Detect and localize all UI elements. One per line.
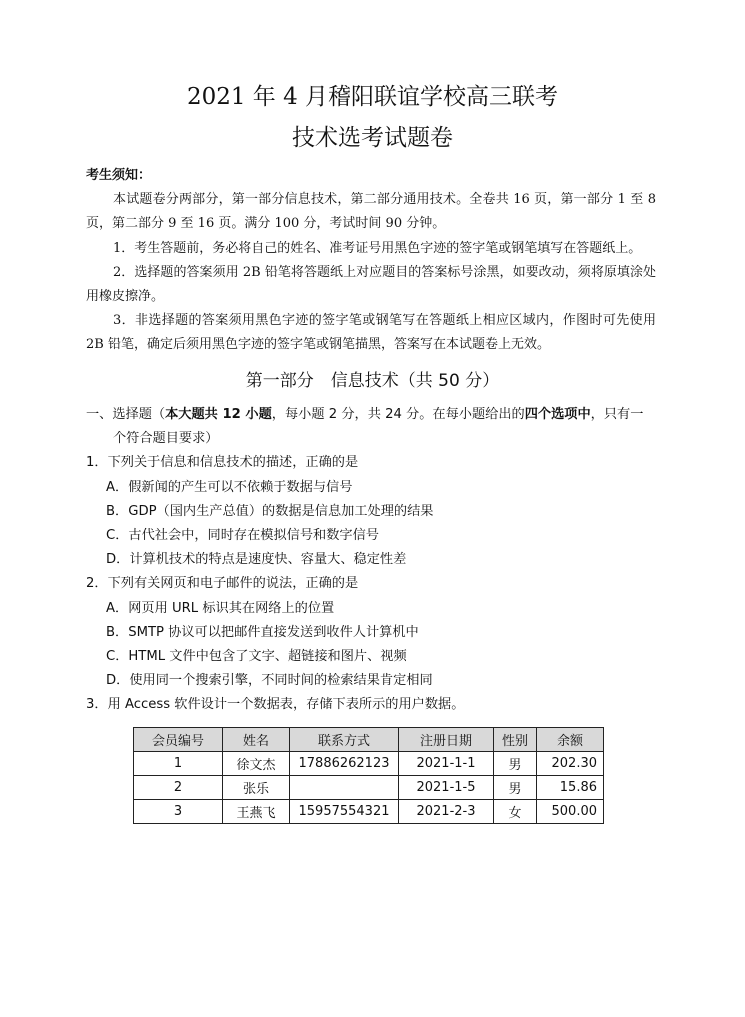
- table-cell: 202.30: [537, 752, 604, 776]
- question-1-option-a: A．假新闻的产生可以不依赖于数据与信号: [106, 479, 353, 495]
- question-2-option-c: C．HTML 文件中包含了文字、超链接和图片、视频: [106, 649, 407, 665]
- table-cell: 1: [134, 752, 223, 776]
- question-2-option-b: B．SMTP 协议可以把邮件直接发送到收件人计算机中: [106, 624, 419, 640]
- table-cell: 张乐: [223, 776, 290, 800]
- table-cell: 15.86: [537, 776, 604, 800]
- section-lead: 一、选择题（: [86, 407, 166, 422]
- notice-intro: 本试题卷分两部分，第一部分信息技术，第二部分通用技术。全卷共 16 页，第一部分 1 至 8 页，第二部分 9 至 16 页。满分 100 分，考试时间 90 分钟。: [86, 192, 656, 232]
- section-tail: ，只有一: [590, 407, 644, 422]
- table-cell: 王燕飞: [223, 800, 290, 824]
- table-cell: 500.00: [537, 800, 604, 824]
- notice-heading: 考生须知：: [86, 168, 152, 183]
- table-cell: 男: [494, 752, 537, 776]
- table-cell: 3: [134, 800, 223, 824]
- question-1-option-c: C．古代社会中，同时存在模拟信号和数字信号: [106, 528, 379, 544]
- table-cell: 2021-1-1: [399, 752, 494, 776]
- table-cell: 17886262123: [290, 752, 399, 776]
- table-cell: [290, 776, 399, 800]
- section-instructions: [86, 403, 666, 427]
- section-bold-count: 本大题共 12 小题: [165, 407, 272, 422]
- table-cell: 徐文杰: [223, 752, 290, 776]
- table-row: [134, 752, 604, 776]
- table-header-cell: 会员编号: [134, 728, 223, 752]
- section-instructions-cont: 个符合题目要求）: [113, 431, 219, 447]
- question-2-option-a: A．网页用 URL 标识其在网络上的位置: [106, 600, 335, 616]
- table-row: [134, 776, 604, 800]
- question-2-stem: 2．下列有关网页和电子邮件的说法，正确的是: [86, 576, 359, 592]
- table-header-cell: 性别: [494, 728, 537, 752]
- question-3-stem: 3．用 Access 软件设计一个数据表，存储下表所示的用户数据。: [86, 697, 465, 713]
- table-cell: 2021-2-3: [399, 800, 494, 824]
- question-1-option-b: B．GDP（国内生产总值）的数据是信息加工处理的结果: [106, 503, 434, 519]
- notice-item-3: 3．非选择题的答案须用黑色字迹的签字笔或钢笔写在答题纸上相应区域内，作图时可先使用 2B 铅笔，确定后须用黑色字迹的签字笔或钢笔描黑，答案写在本试题卷上无效。: [86, 313, 656, 353]
- section-one: [86, 403, 666, 718]
- table-cell: 2: [134, 776, 223, 800]
- exam-title: 2021 年 4 月稽阳联谊学校高三联考: [186, 84, 559, 110]
- question-1-option-d: D．计算机技术的特点是速度快、容量大、稳定性差: [106, 552, 407, 568]
- notice-item-1: 1．考生答题前，务必将自己的姓名、准考证号用黑色字迹的签字笔或钢笔填写在答题纸上。: [113, 240, 642, 256]
- table-cell: 男: [494, 776, 537, 800]
- part-one-title: 第一部分 信息技术（共 50 分）: [245, 371, 500, 391]
- table-header-cell: 联系方式: [290, 728, 399, 752]
- table-cell: 2021-1-5: [399, 776, 494, 800]
- section-bold-options: 四个选项中: [524, 407, 591, 422]
- table-cell: 15957554321: [290, 800, 399, 824]
- table-row: [134, 800, 604, 824]
- table-cell: 女: [494, 800, 537, 824]
- table-header-cell: 余额: [537, 728, 604, 752]
- section-mid: ，每小题 2 分，共 24 分。在每小题给出的: [271, 407, 525, 422]
- question-2-option-d: D．使用同一个搜索引擎，不同时间的检索结果肯定相同: [106, 673, 433, 689]
- table-header-cell: 注册日期: [399, 728, 494, 752]
- exam-notice: [86, 164, 656, 358]
- table-header-cell: 姓名: [223, 728, 290, 752]
- question-1-stem: 1．下列关于信息和信息技术的描述，正确的是: [86, 455, 359, 471]
- notice-item-2: 2．选择题的答案须用 2B 铅笔将答题纸上对应题目的答案标号涂黑，如要改动，须将原填涂处用橡皮擦净。: [86, 264, 656, 305]
- table-header-row: [134, 728, 604, 752]
- exam-subtitle: 技术选考试题卷: [292, 125, 453, 151]
- member-data-table: [133, 727, 604, 824]
